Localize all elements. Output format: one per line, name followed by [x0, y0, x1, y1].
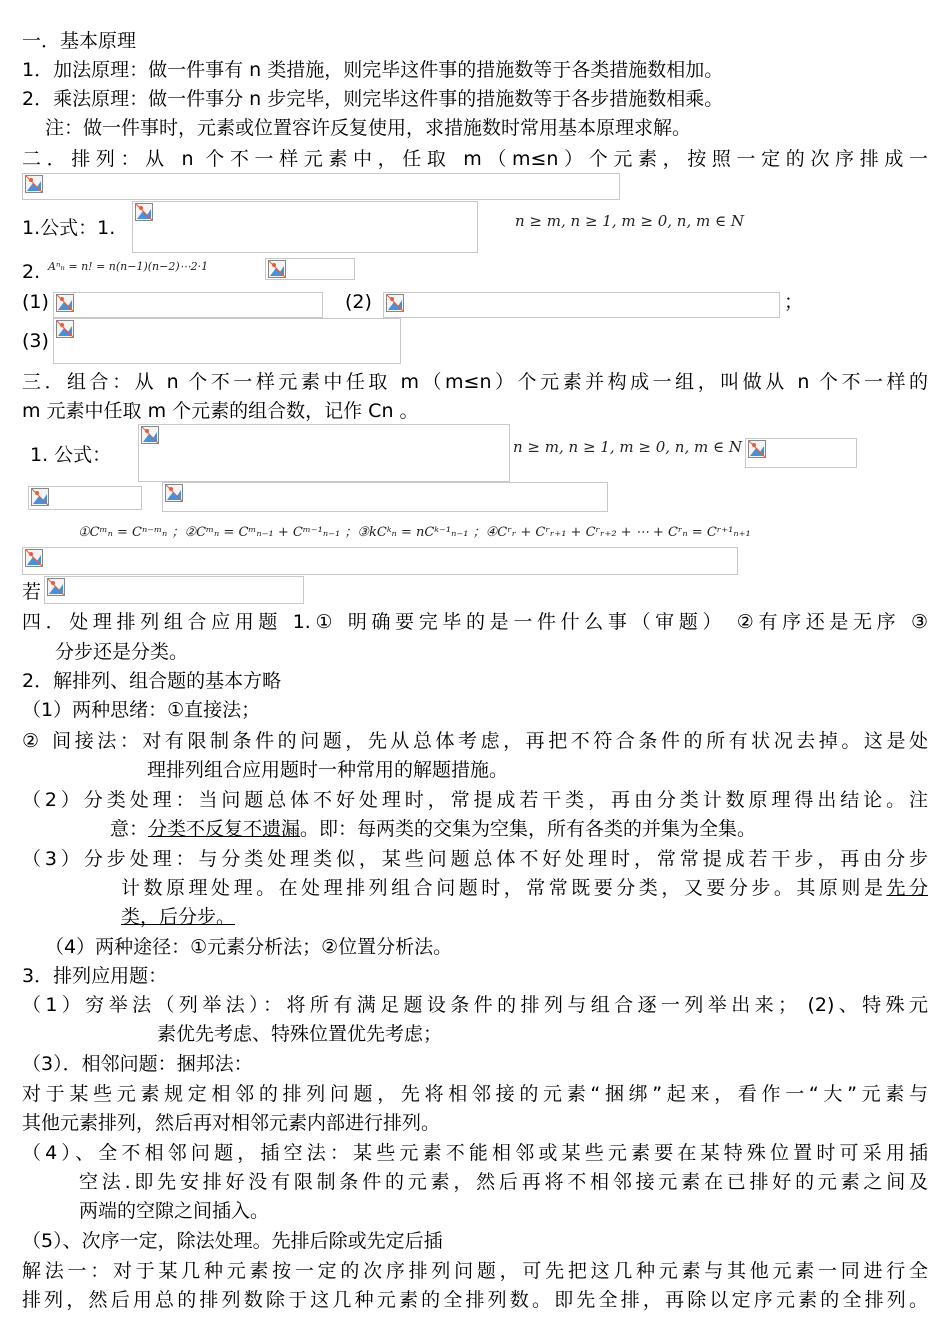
step-processing-cont: 计数原理处理。在处理排列组合问题时，常常既要分类，又要分步。其原则是先分	[121, 877, 928, 899]
underlined-phrase: 分类不反复不遗漏	[148, 818, 301, 840]
multiplication-principle: 2．乘法原理：做一件事分 n 步完毕，则完毕这件事的措施数等于各步措施数相乘。	[22, 88, 724, 110]
section4-title: 四．处理排列组合应用题 1.① 明确要完毕的是一件什么事（审题） ②有序还是无序 ③	[22, 611, 928, 633]
formula-image-placeholder	[53, 318, 401, 364]
indirect-method-cont: 理排列组合应用题时一种常用的解题措施。	[147, 759, 509, 781]
section3-line2: m 元素中任取 m 个元素的组合数，记作 Cn 。	[22, 400, 419, 422]
formula-image-placeholder	[138, 424, 510, 482]
non-adjacent-cont: 空法.即先安排好没有限制条件的元素，然后再将不相邻接元素在已排好的元素之间及	[79, 1171, 928, 1193]
strategy-heading: 2．解排列、组合题的基本方略	[22, 670, 282, 692]
perm-semicolon: ；	[784, 291, 804, 313]
section3-title: 三．组合：从 n 个不一样元素中任取 m（m≤n）个元素并构成一组，叫做从 n 个不一样的	[22, 371, 928, 393]
addition-principle: 1．加法原理：做一件事有 n 类措施，则完毕这件事的措施数等于各类措施数相加。	[22, 59, 724, 81]
broken-image-icon	[56, 294, 74, 312]
classification: （2）分类处理：当问题总体不好处理时，常提成若干类，再由分类计数原理得出结论。注	[22, 789, 928, 811]
section2-title: 二．排列：从 n 个不一样元素中，任取 m（m≤n）个元素，按照一定的次序排成一	[22, 148, 928, 170]
adjacency-desc-cont: 其他元素排列，然后再对相邻元素内部进行排列。	[22, 1112, 441, 1134]
broken-image-icon	[748, 440, 766, 458]
enumeration-method-cont: 素优先考虑、特殊位置优先考虑；	[157, 1023, 443, 1045]
perm-item2-prefix: 2.	[22, 261, 41, 283]
perm-prop1-label: (1)	[22, 291, 49, 313]
formula-image-placeholder	[22, 547, 738, 575]
broken-image-icon	[141, 426, 159, 444]
broken-image-icon	[25, 175, 43, 193]
broken-image-icon	[268, 260, 286, 278]
formula-image-placeholder	[44, 576, 304, 604]
step-processing-end	[121, 905, 235, 929]
perm-condition: n ≥ m, n ≥ 1, m ≥ 0, n, m ∈ N	[515, 212, 744, 230]
formula-image-placeholder	[53, 292, 323, 318]
broken-image-icon	[386, 294, 404, 312]
underlined-phrase: 先分	[886, 877, 928, 899]
perm-formula-label: 1.公式：1.	[22, 217, 116, 239]
comb-formula-label: 1. 公式：	[30, 444, 112, 466]
broken-image-icon	[25, 549, 43, 567]
comb-properties: ①Cᵐₙ = Cⁿ⁻ᵐₙ ；②Cᵐₙ = Cᵐₙ₋₁ + Cᵐ⁻¹ₙ₋₁ ；③kCᵏₙ = nCᵏ⁻¹ₙ₋₁ ；④Cʳᵣ + Cʳᵣ₊₁ + Cʳᵣ₊₂ + ⋯ + Cʳₙ = Cʳ⁺¹ₙ₊₁	[78, 525, 751, 540]
perm-prop2-label: (2)	[345, 291, 372, 313]
section4-line2: 分步还是分类。	[55, 641, 189, 663]
comb-condition: n ≥ m, n ≥ 1, m ≥ 0, n, m ∈ N	[513, 438, 742, 456]
two-approaches: （1）两种思绪：①直接法；	[22, 699, 261, 721]
perm-prop3-label: (3)	[22, 330, 49, 352]
broken-image-icon	[31, 488, 49, 506]
broken-image-icon	[135, 203, 153, 221]
step-processing: （3）分步处理：与分类处理类似，某些问题总体不好处理时，常常提成若干步，再由分步	[22, 848, 928, 870]
solution-one-cont: 排列，然后用总的排列数除于这几种元素的全排列数。即先全排，再除以定序元素的全排列。	[22, 1289, 928, 1311]
formula-image-placeholder	[22, 173, 620, 200]
two-paths: （4）两种途径：①元素分析法；②位置分析法。	[45, 936, 453, 958]
formula-image-placeholder	[383, 292, 780, 318]
underlined-phrase: 类，后分步。	[121, 906, 236, 928]
broken-image-icon	[165, 484, 183, 502]
fixed-order-heading: （5）、次序一定，除法处理。先排后除或先定后插	[22, 1230, 443, 1252]
non-adjacent-method: （4）、全不相邻问题，插空法：某些元素不能相邻或某些元素要在某特殊位置时可采用插	[22, 1142, 928, 1164]
classification-cont: 意：分类不反复不遗漏。即：每两类的交集为空集，所有各类的并集为全集。	[110, 818, 757, 840]
enumeration-method: （1）穷举法（列举法）：将所有满足题设条件的排列与组合逐一列举出来； (2)、特殊元	[22, 994, 928, 1016]
adjacency-desc: 对于某些元素规定相邻的排列问题，先将相邻接的元素“捆绑”起来，看作一“大”元素与	[22, 1083, 928, 1105]
formula-image-placeholder	[162, 482, 608, 512]
solution-one: 解法一：对于某几种元素按一定的次序排列问题，可先把这几种元素与其他元素一同进行全	[22, 1260, 928, 1282]
perm-application-heading: 3．排列应用题：	[22, 965, 168, 987]
adjacency-heading: （3）．相邻问题：捆邦法：	[22, 1053, 253, 1075]
non-adjacent-end: 两端的空隙之间插入。	[79, 1200, 270, 1222]
comb-ruo-label: 若	[22, 581, 42, 603]
perm-factorial-formula: Aⁿₙ = n! = n(n−1)(n−2)⋯2·1	[48, 260, 209, 273]
broken-image-icon	[47, 578, 65, 596]
broken-image-icon	[56, 320, 74, 338]
principle-note: 注：做一件事时，元素或位置容许反复使用，求措施数时常用基本原理求解。	[45, 117, 692, 139]
section1-title: 一．基本原理	[22, 30, 137, 52]
formula-image-placeholder	[132, 201, 478, 253]
indirect-method: ② 间接法：对有限制条件的问题，先从总体考虑，再把不符合条件的所有状况去掉。这是处	[22, 730, 928, 752]
